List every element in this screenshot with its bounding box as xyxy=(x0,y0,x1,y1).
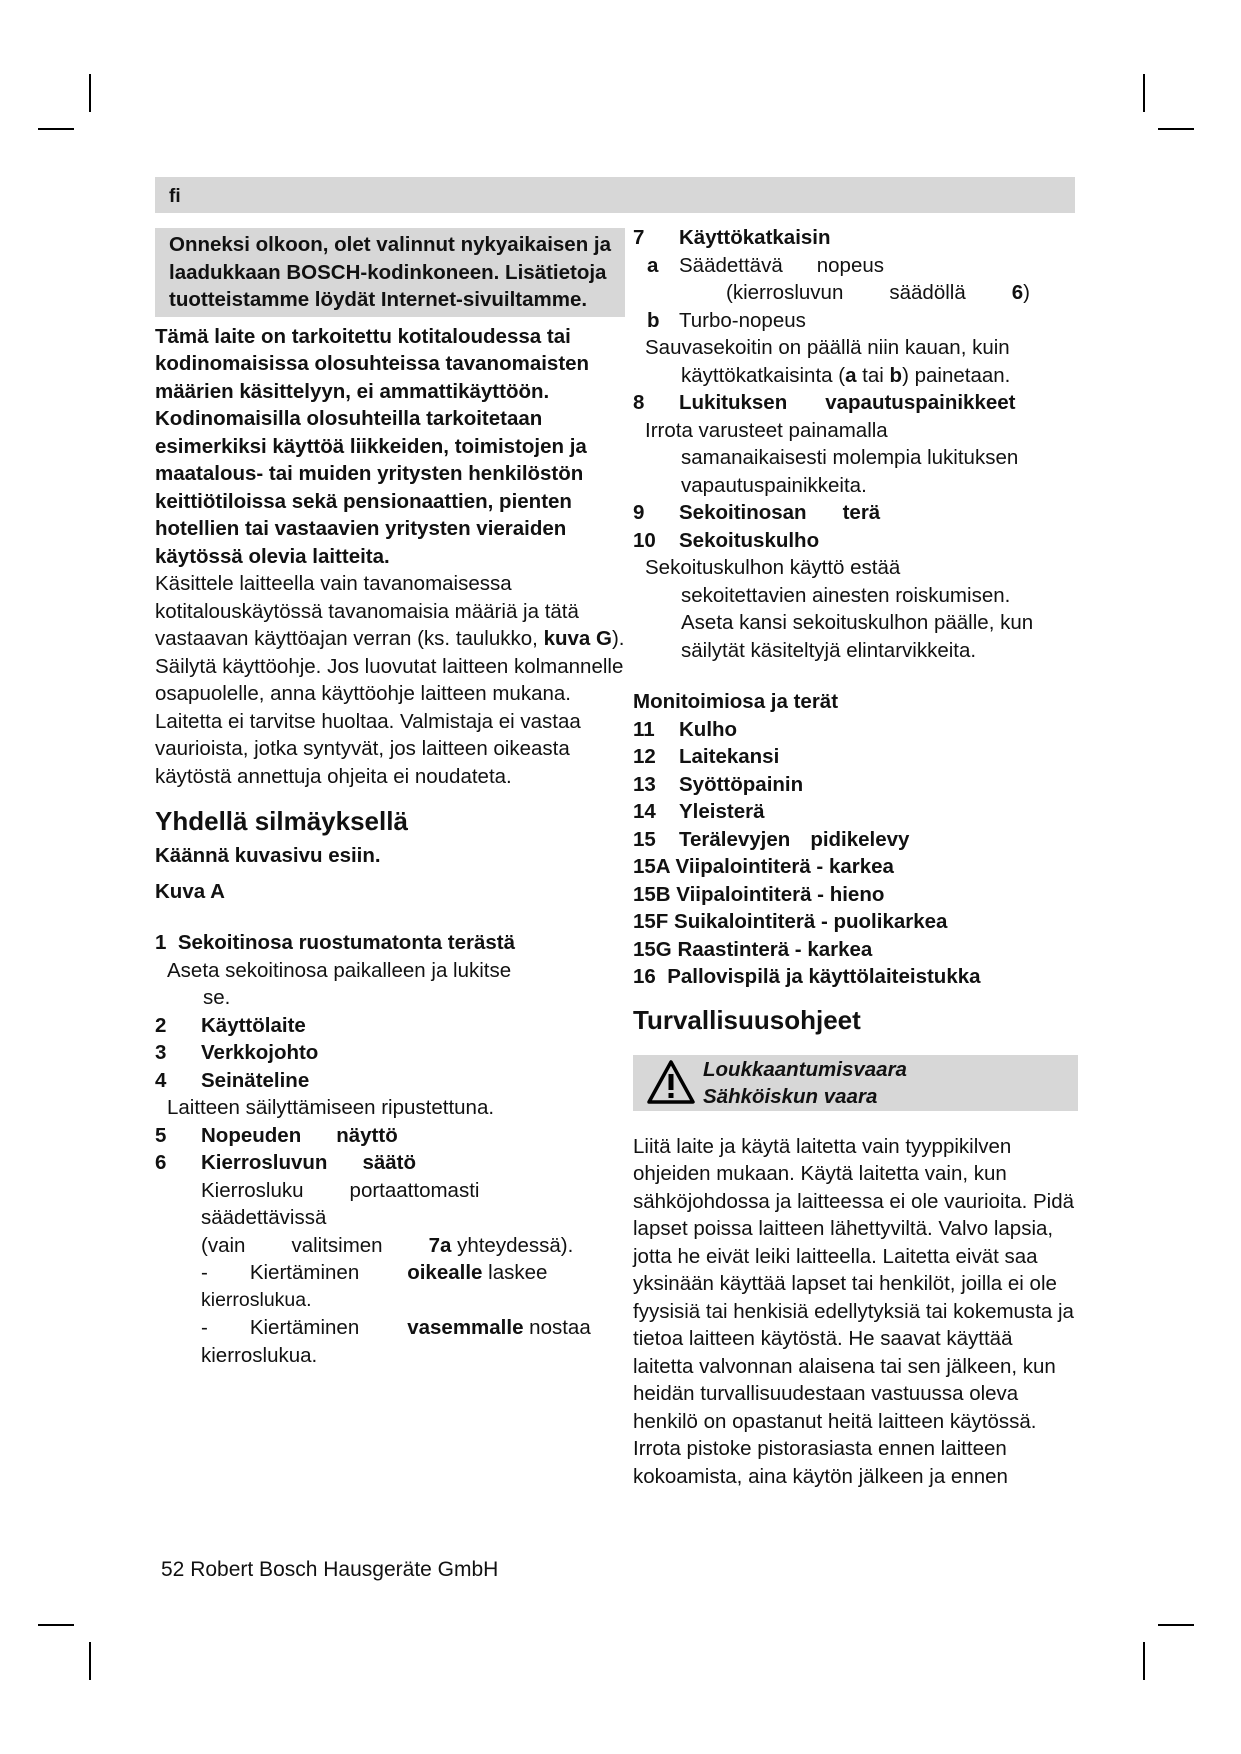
list-item-desc: säilytät käsiteltyjä elintarvikkeita. xyxy=(681,638,977,662)
list-item: 15 Terälevyjen pidikelevy xyxy=(633,827,910,851)
list-item: 15B Viipalointiterä - hieno xyxy=(633,882,885,906)
language-code: fi xyxy=(169,186,181,207)
warning-box xyxy=(633,1055,1078,1111)
safety-heading: Turvallisuusohjeet xyxy=(633,1004,861,1035)
list-item-desc: Sekoituskulhon käyttö estää xyxy=(645,556,901,579)
crop-mark xyxy=(1158,1624,1194,1626)
list-item-desc: sekoitettavien ainesten roiskumisen. xyxy=(681,583,1011,607)
section-title: Monitoimiosa ja terät xyxy=(633,690,839,713)
list-item-desc: - Kiertäminen oikealle laskee xyxy=(201,1261,548,1284)
list-item: 2 Käyttölaite xyxy=(155,1013,306,1037)
list-item: 4 Seinäteline xyxy=(155,1068,310,1092)
list-item: 3 Verkkojohto xyxy=(155,1041,319,1064)
overview-heading: Yhdellä silmäyksellä xyxy=(155,806,408,836)
list-item: 10 Sekoituskulho xyxy=(633,528,820,552)
list-item-desc: Aseta sekoitinosa paikalleen ja lukitse xyxy=(167,958,512,982)
left-column xyxy=(155,228,625,1369)
list-item: 1 Sekoitinosa ruostumatonta terästä xyxy=(155,931,516,954)
list-item-desc: vapautuspainikkeita. xyxy=(681,473,867,497)
list-item: 12 Laitekansi xyxy=(633,745,780,768)
language-header-bar xyxy=(155,177,1075,213)
intro-box: Onneksi olkoon, olet valinnut nykyaikaisen ja laadukkaan BOSCH-kodinkoneen. Lisätietoja tuotteistamme löydät Internet-sivuiltamme. xyxy=(155,228,625,317)
crop-mark xyxy=(89,1642,91,1680)
list-item: 13 Syöttöpainin xyxy=(633,772,804,796)
list-item-desc: Irrota varusteet painamalla xyxy=(645,418,888,442)
list-item: 15A Viipalointiterä - karkea xyxy=(633,855,894,878)
crop-mark xyxy=(1143,74,1145,112)
list-item: 8 Lukituksen vapautuspainikkeet xyxy=(633,391,1016,414)
list-item-desc: käyttökatkaisinta (a tai b) painetaan. xyxy=(681,363,1011,387)
list-item-desc: Aseta kansi sekoituskulhon päälle, kun xyxy=(681,611,1034,634)
list-item: 14 Yleisterä xyxy=(633,800,765,823)
list-item-desc: samanaikaisesti molempia lukituksen xyxy=(681,446,1019,469)
list-item: 15F Suikalointiterä - puolikarkea xyxy=(633,910,948,933)
list-item: 15G Raastinterä - karkea xyxy=(633,937,873,961)
list-sub-item-desc: (kierrosluvun säädöllä 6) xyxy=(726,281,1030,304)
list-sub-item: a Säädettävä nopeus xyxy=(647,253,884,277)
list-item: 16 Pallovispilä ja käyttölaiteistukka xyxy=(633,965,981,988)
crop-mark xyxy=(38,128,74,130)
usage-text: Käsittele laitteella vain tavanomaisessa kotitalouskäytössä tavanomaisia määriä ja tätä vastaavan käyttöajan verran (ks. taulukko, kuva G). Säilytä käyttöohje. Jos luovutat laitteen kolmannelle osapuolelle, anna käyttöohje laitteen mukana. Laitetta ei tarvitse huoltaa. Valmistaja ei vastaa vaurioista, jotka syntyvät, jos laitteen oikeasta käytöstä annettuja ohjeita ei noudateta. xyxy=(155,572,625,788)
list-item: 5 Nopeuden näyttö xyxy=(155,1123,398,1147)
list-item: 7 Käyttökatkaisin xyxy=(633,226,831,249)
list-item-desc: (vain valitsimen 7a yhteydessä). xyxy=(201,1233,574,1257)
list-item-desc: Laitteen säilyttämiseen ripustettuna. xyxy=(167,1096,495,1119)
warning-injury: Loukkaantumisvaara xyxy=(703,1057,907,1081)
purpose-text: Tämä laite on tarkoitettu kotitaloudessa tai kodinomaisissa olosuhteissa tavanomaisten määrien käsittelyyn, ei ammattikäyttöön. Kodinomaisilla olosuhteilla tarkoitetaan esimerkiksi käyttöä liikkeiden, toimistojen ja maatalous- tai muiden yritysten henkilöstön keittiötiloissa sekä pensionaattien, pienten hotellien tai vastaavien yritysten vieraiden käytössä olevia laitteita. xyxy=(155,324,590,568)
list-item: 9 Sekoitinosan terä xyxy=(633,501,881,524)
warning-shock: Sähköiskun vaara xyxy=(703,1085,878,1108)
safety-text: Liitä laite ja käytä laitetta vain tyyppikilven ohjeiden mukaan. Käytä laitetta vain, kun sähköjohdossa ja laitteessa ei ole vaurioita. Pidä lapset poissa laitteen lähettyviltä. Valvo lapsia, jotta he eivät leiki laitteella. Laitetta eivät saa yksinään käyttää lapset tai henkilöt, joilla ei ole fyysisiä tai henkisiä edellytyksiä tai kokemusta ja tietoa laitteen käytöstä. He saavat käyttää laitetta valvonnan alaisena tai sen jälkeen, kun heidän turvallisuudestaan vastuussa oleva henkilö on opastanut heitä laitteen käytössä. Irrota pistoke pistorasiasta ennen laitteen kokoamista, aina käytön jälkeen ja ennen xyxy=(633,1134,1075,1488)
crop-mark xyxy=(1143,1642,1145,1680)
crop-mark xyxy=(89,74,91,112)
warning-triangle-icon xyxy=(647,1059,695,1105)
crop-mark xyxy=(38,1624,74,1626)
list-item-desc: Sauvasekoitin on päällä niin kauan, kuin xyxy=(645,336,1010,359)
list-item-desc: säädettävissä xyxy=(201,1206,327,1229)
list-item-desc: se. xyxy=(203,986,231,1009)
list-item-desc: Kierrosluku portaattomasti xyxy=(201,1178,480,1202)
list-item-desc: kierroslukua. xyxy=(201,1343,318,1367)
warning-text xyxy=(703,1056,907,1111)
list-item-desc: - Kiertäminen vasemmalle nostaa xyxy=(201,1316,591,1339)
overview-subhead: Käännä kuvasivu esiin. xyxy=(155,844,381,867)
list-item-desc: kierroslukua. xyxy=(201,1288,312,1311)
right-column xyxy=(633,224,1078,1490)
list-sub-item: b Turbo-nopeus xyxy=(647,308,806,332)
crop-mark xyxy=(1158,128,1194,130)
list-item: 11 Kulho xyxy=(633,717,738,741)
list-item: 6 Kierrosluvun säätö xyxy=(155,1151,417,1174)
page-footer: 52 Robert Bosch Hausgeräte GmbH xyxy=(161,1558,499,1581)
figure-ref: Kuva A xyxy=(155,879,225,903)
